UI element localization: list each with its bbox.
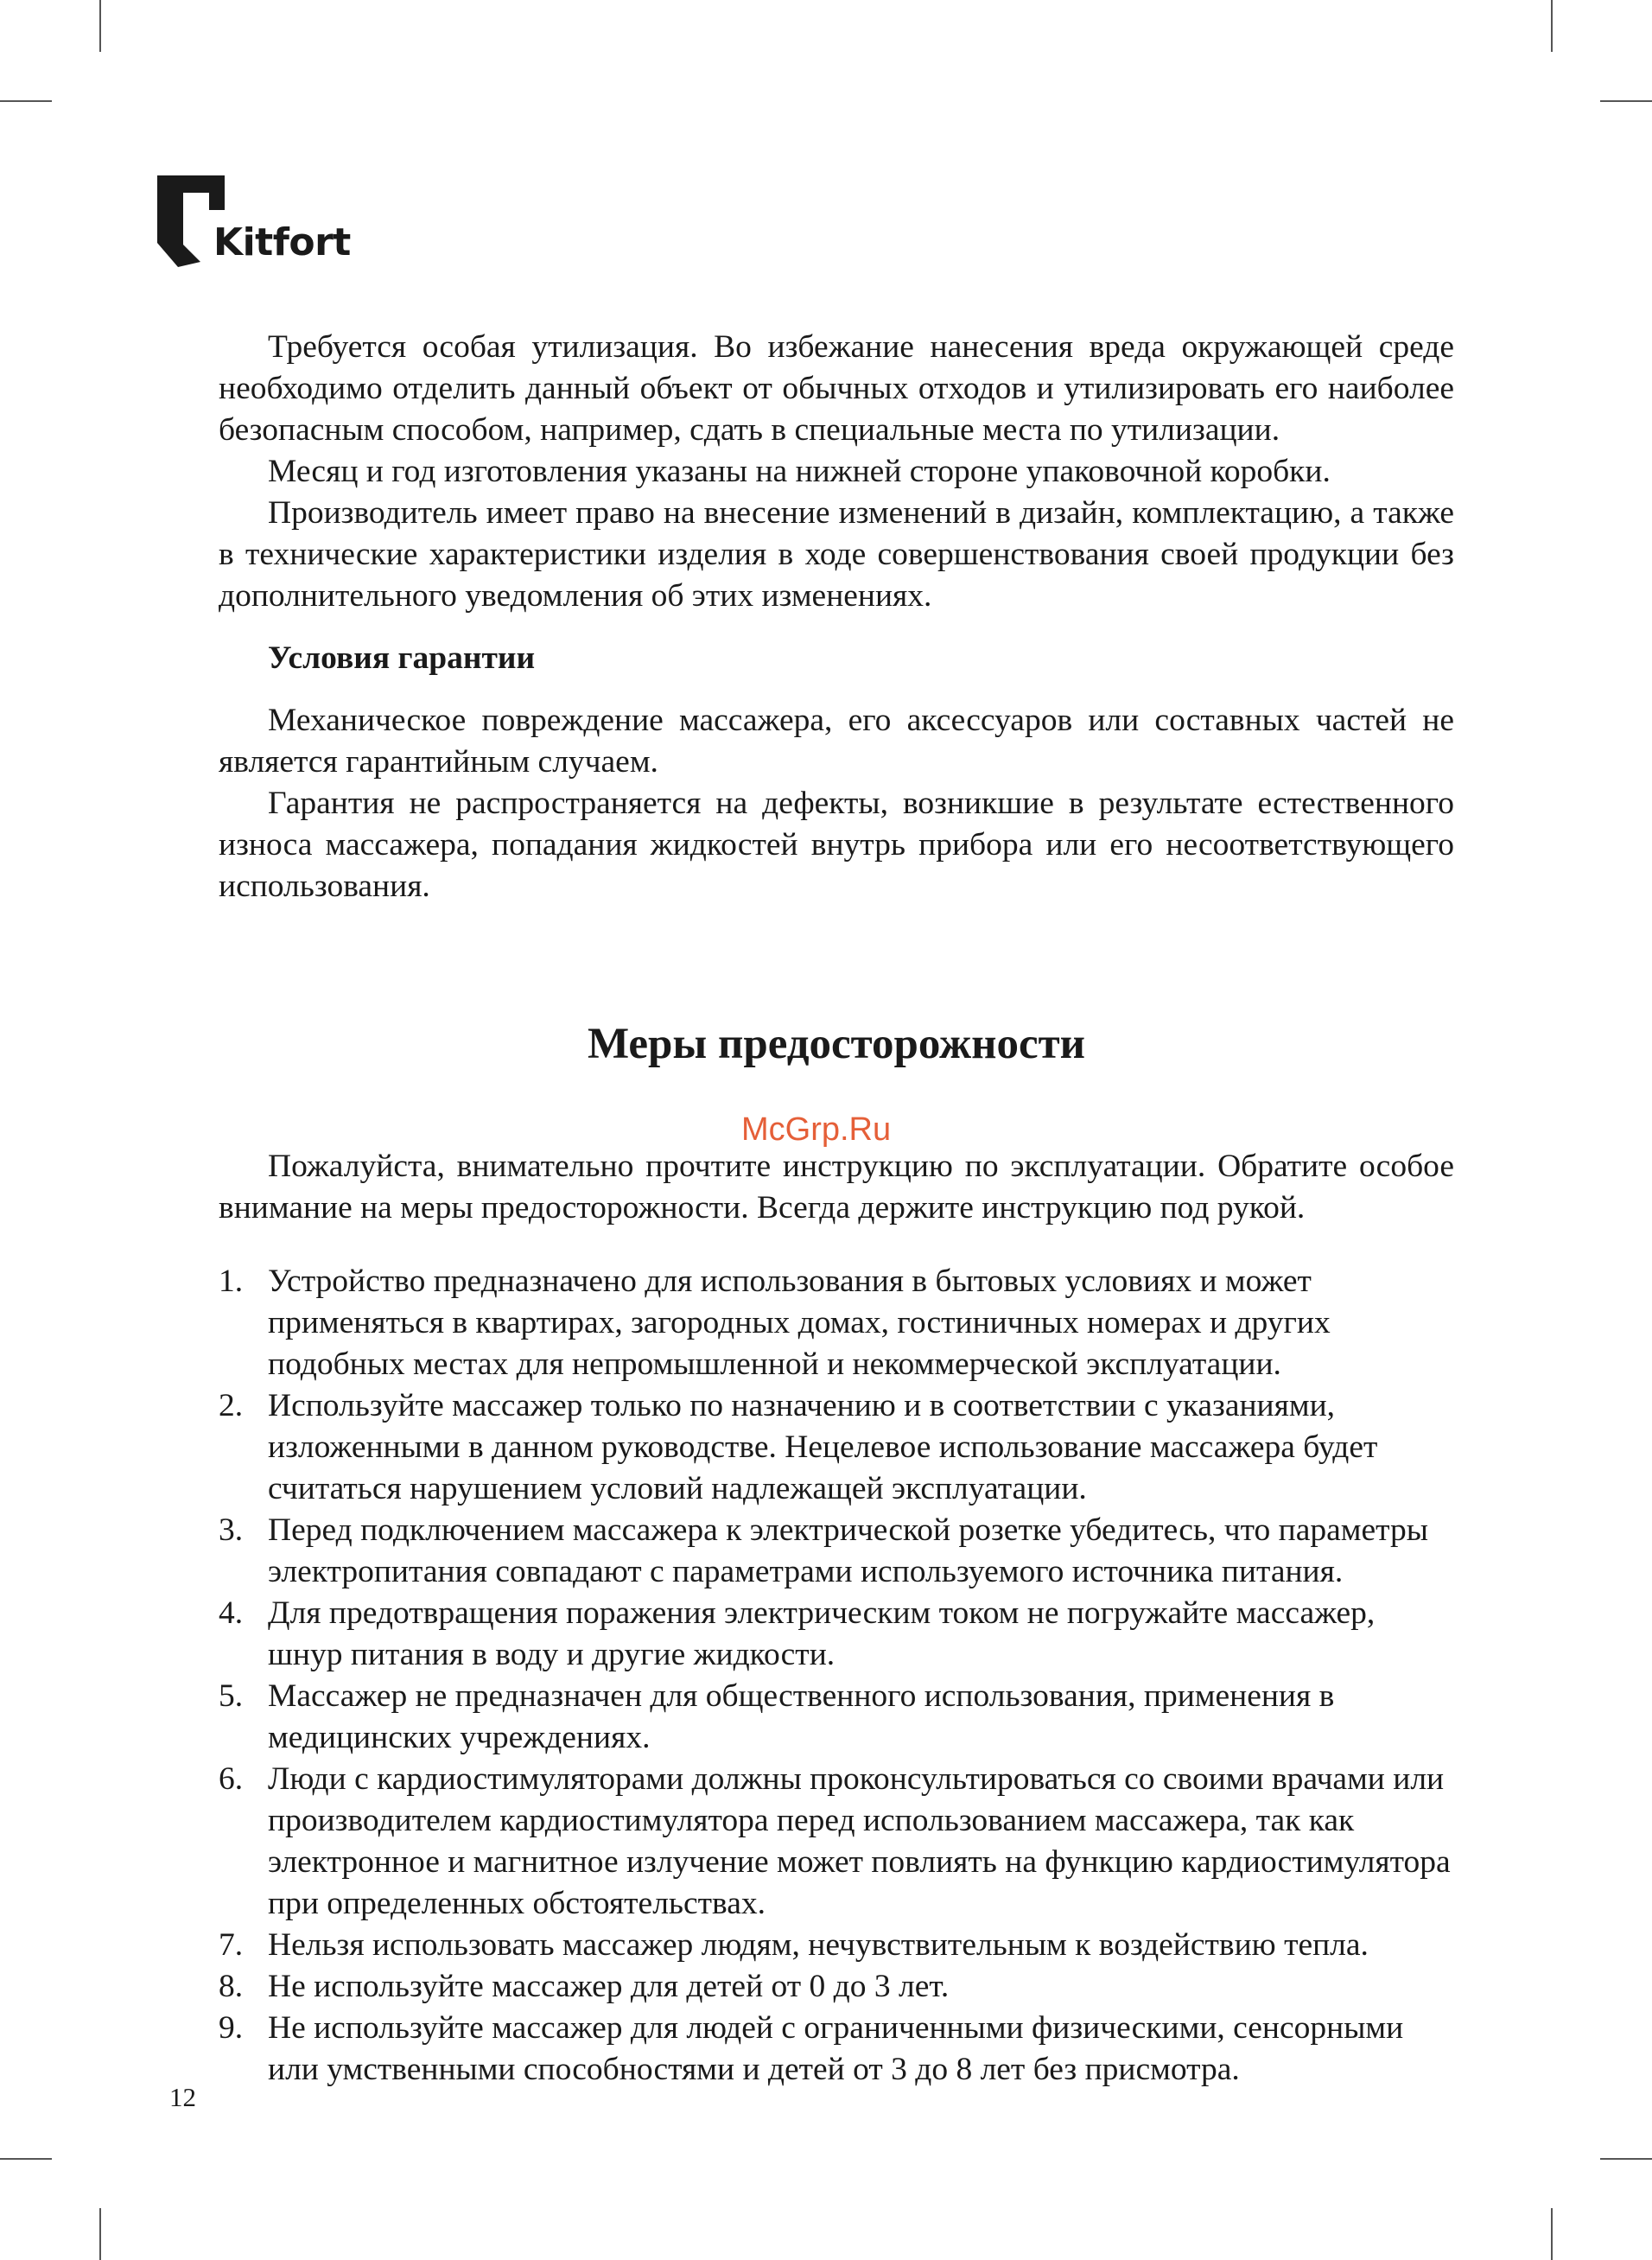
crop-mark: [99, 2208, 101, 2260]
crop-mark: [1600, 100, 1652, 102]
main-text: [219, 327, 1454, 907]
list-item: 8. Не используйте массажер для детей от 0 до 3 лет.: [219, 1969, 950, 2004]
list-item: 6. Люди с кардиостимуляторами должны проконсультироваться со своими врачами или производителем кардиостимулятора перед использованием массажера, так как электронное и магнитное излучение может повлиять на функцию кардиостимулятора при определенных обстоятельствах.: [219, 1761, 1451, 1921]
page-number: 12: [169, 2082, 196, 2112]
kitfort-logo: [157, 175, 382, 271]
watermark: McGrp.Ru: [741, 1111, 892, 1148]
crop-mark: [1600, 2158, 1652, 2160]
crop-mark: [0, 2158, 52, 2160]
precautions-intro: Пожалуйста, внимательно прочтите инструкцию по эксплуатации. Обратите особое внимание на меры предосторожности. Всегда держите инструкцию под рукой.: [219, 1148, 1454, 1225]
paragraph: Месяц и год изготовления указаны на нижней стороне упаковочной коробки.: [268, 454, 1331, 489]
precautions-section: [219, 1113, 1454, 2091]
paragraph: Механическое повреждение массажера, его аксессуаров или составных частей не является гарантийным случаем.: [219, 703, 1454, 780]
list-item: 4. Для предотвращения поражения электрическим током не погружайте массажер, шнур питания в воду и другие жидкости.: [219, 1595, 1376, 1672]
paragraph: Производитель имеет право на внесение изменений в дизайн, комплектацию, а также в технические характеристики изделия в ходе совершенствования своей продукции без дополнительного уведомления об этих изменениях.: [219, 495, 1454, 614]
list-item: 2. Используйте массажер только по назначению и в соответствии с указаниями, изложенными в данном руководстве. Нецелевое использование массажера будет считаться нарушением условий надлежащей эксплуатации.: [219, 1388, 1378, 1506]
crop-mark: [1551, 2208, 1553, 2260]
section-title: Меры предосторожности: [587, 1020, 1086, 1068]
crop-mark: [99, 0, 101, 52]
list-item: 9. Не используйте массажер для людей с ограниченными физическими, сенсорными или умственными способностями и детей от 3 до 8 лет без присмотра.: [219, 2010, 1404, 2087]
crop-mark: [1551, 0, 1553, 52]
paragraph: Требуется особая утилизация. Во избежание нанесения вреда окружающей среде необходимо отделить данный объект от обычных отходов и утилизировать его наиболее безопасным способом, например, сдать в специальные места по утилизации.: [219, 329, 1454, 448]
brand-name: Kitfort: [213, 220, 351, 264]
list-item: 7. Нельзя использовать массажер людям, нечувствительным к воздействию тепла.: [219, 1927, 1369, 1963]
list-item: 1. Устройство предназначено для использования в бытовых условиях и может применяться в квартирах, загородных домах, гостиничных номерах и других подобных местах для непромышленной и некоммерческой эксплуатации.: [219, 1264, 1331, 1382]
precautions-list: [219, 1261, 1454, 2091]
list-item: 3. Перед подключением массажера к электрической розетке убедитесь, что параметры электропитания совпадают с параметрами используемого источника питания.: [219, 1512, 1428, 1589]
warranty-heading: Условия гарантии: [268, 640, 536, 676]
list-item: 5. Массажер не предназначен для общественного использования, применения в медицинских учреждениях.: [219, 1678, 1335, 1755]
crop-mark: [0, 100, 52, 102]
paragraph: Гарантия не распространяется на дефекты, возникшие в результате естественного износа массажера, попадания жидкостей внутрь прибора или его несоответствующего использования.: [219, 786, 1454, 904]
